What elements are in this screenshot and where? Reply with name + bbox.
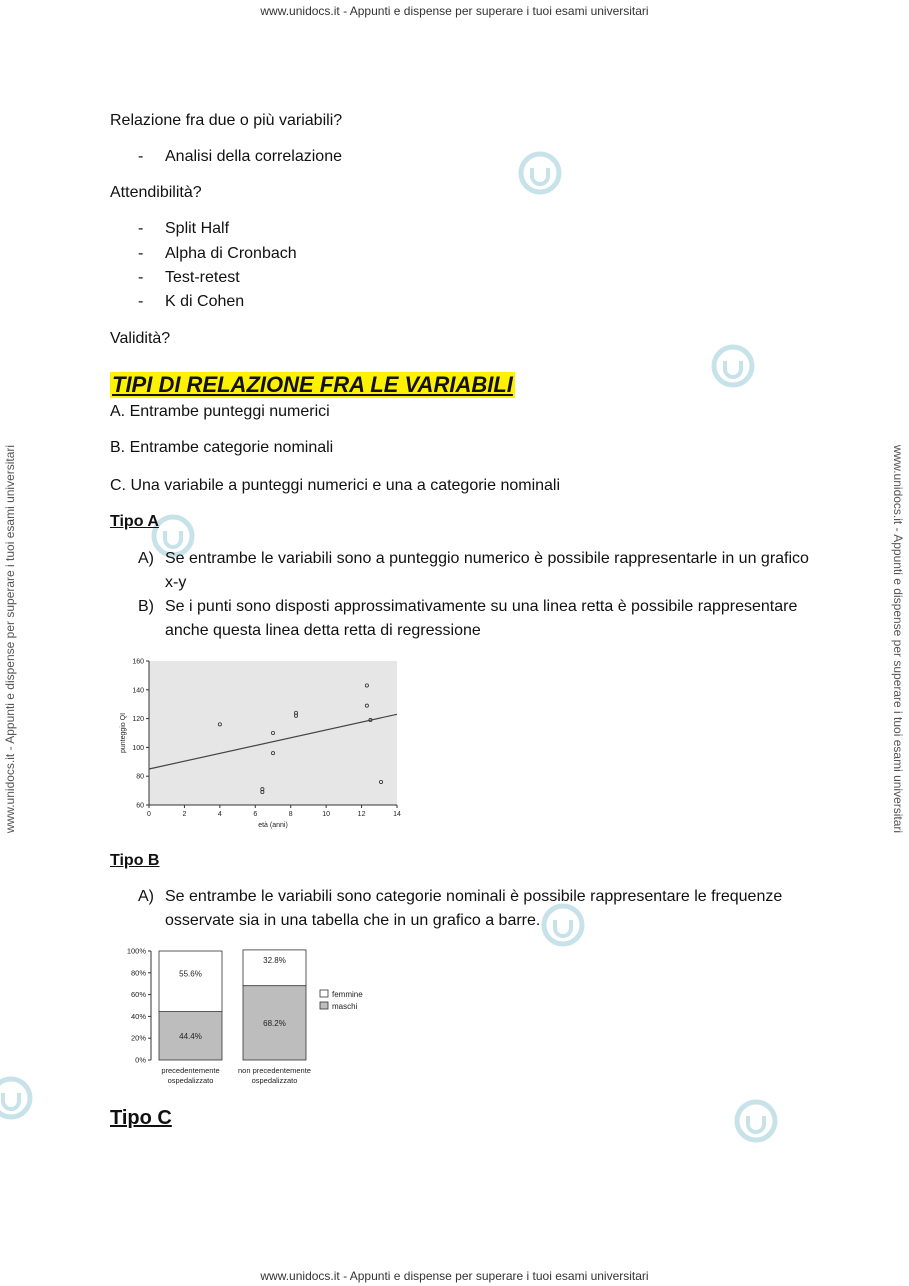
list-item-text: Se entrambe le variabili sono categorie nominali è possibile rappresentare le frequenze osservate sia in una tabella che in un grafico a barre. — [165, 888, 783, 929]
x-tick-label: 0 — [147, 811, 151, 818]
y-tick-label: 100% — [126, 946, 146, 956]
watermark-left: www.unidocs.it - Appunti e dispense per superare i tuoi esami universitari — [3, 444, 17, 834]
watermark-bottom: www.unidocs.it - Appunti e dispense per superare i tuoi esami universitari — [260, 1269, 649, 1283]
list-item — [138, 293, 244, 311]
legend-label: maschi — [332, 1002, 358, 1011]
type-line-b: B. Entrambe categorie nominali — [110, 439, 334, 456]
bar-data-label: 44.4% — [179, 1031, 202, 1041]
list-item — [138, 245, 297, 263]
type-line-a: A. Entrambe punteggi numerici — [110, 403, 330, 420]
y-tick-label: 60 — [136, 802, 144, 810]
bar-data-label: 32.8% — [263, 955, 286, 965]
y-tick-label: 80 — [136, 773, 144, 781]
list-item — [138, 220, 229, 238]
list-item — [138, 547, 818, 595]
list-item-text: Analisi della correlazione — [165, 148, 342, 165]
unidocs-logo-icon — [0, 1075, 34, 1121]
y-axis-label: punteggio QI — [120, 712, 127, 754]
bar-segment-femmine — [159, 951, 222, 1012]
list-item-text: Test-retest — [165, 269, 240, 286]
list-marker: A) — [138, 888, 154, 905]
legend-swatch — [320, 990, 328, 997]
watermark-top: www.unidocs.it - Appunti e dispense per superare i tuoi esami universitari — [260, 4, 649, 18]
subheading-tipo-b: Tipo B — [110, 852, 160, 869]
unidocs-logo-icon — [733, 1098, 779, 1144]
x-tick-label: 12 — [357, 811, 366, 818]
x-tick-label: 6 — [253, 811, 258, 818]
list-bullet: - — [138, 148, 144, 165]
list-bullet: - — [138, 293, 144, 310]
y-tick-label: 80% — [130, 968, 146, 978]
x-tick-label: 8 — [288, 811, 293, 818]
y-tick-label: 160 — [132, 658, 144, 666]
y-tick-label: 40% — [130, 1011, 146, 1021]
list-item — [138, 269, 240, 287]
y-tick-label: 60% — [130, 990, 146, 1000]
x-tick-label: 2 — [182, 811, 187, 818]
list-marker: B) — [138, 598, 154, 615]
category-label: non precedentemente — [238, 1066, 311, 1075]
question-relazione: Relazione fra due o più variabili? — [110, 112, 343, 129]
type-line-c: C. Una variabile a punteggi numerici e una a categorie nominali — [110, 477, 561, 494]
x-tick-label: 14 — [393, 811, 401, 818]
list-marker: A) — [138, 550, 154, 567]
y-tick-label: 0% — [135, 1055, 146, 1065]
question-validita: Validità? — [110, 330, 171, 347]
list-bullet: - — [138, 245, 144, 262]
bar-data-label: 68.2% — [263, 1018, 286, 1028]
y-tick-label: 20% — [130, 1033, 146, 1043]
unidocs-logo-icon — [517, 150, 563, 196]
category-label: ospedalizzato — [167, 1076, 214, 1085]
y-tick-label: 100 — [132, 744, 144, 752]
list-item-text: K di Cohen — [165, 293, 245, 310]
section-heading: TIPI DI RELAZIONE FRA LE VARIABILI — [112, 372, 513, 397]
category-label: precedentemente — [161, 1066, 220, 1075]
y-tick-label: 120 — [132, 716, 144, 724]
question-attendibilita: Attendibilità? — [110, 184, 202, 201]
category-label: ospedalizzato — [251, 1076, 298, 1085]
legend-swatch — [320, 1002, 328, 1009]
list-item-text: Alpha di Cronbach — [165, 245, 297, 262]
subheading-tipo-c: Tipo C — [110, 1107, 172, 1129]
list-item — [138, 595, 818, 643]
scatter-chart — [108, 652, 408, 832]
unidocs-logo-icon — [710, 343, 756, 389]
x-axis-label: età (anni) — [258, 822, 288, 829]
stacked-bar-chart — [108, 942, 398, 1092]
watermark-right: www.unidocs.it - Appunti e dispense per superare i tuoi esami universitari — [891, 444, 905, 834]
plot-area — [149, 661, 397, 805]
legend-label: femmine — [332, 990, 363, 999]
x-tick-label: 10 — [322, 811, 331, 818]
bar-data-label: 55.6% — [179, 969, 202, 979]
subheading-tipo-a: Tipo A — [110, 513, 159, 530]
list-item-text: Se entrambe le variabili sono a punteggio numerico è possibile rappresentarle in un grafico x-y — [165, 550, 809, 591]
list-item-text: Se i punti sono disposti approssimativamente su una linea retta è possibile rappresentare anche questa linea detta retta di regressione — [165, 598, 798, 639]
list-item-text: Split Half — [165, 220, 230, 237]
x-tick-label: 4 — [217, 811, 222, 818]
list-bullet: - — [138, 220, 144, 237]
list-item — [138, 148, 342, 166]
list-bullet: - — [138, 269, 144, 286]
y-tick-label: 140 — [132, 687, 144, 695]
list-item — [138, 885, 818, 933]
